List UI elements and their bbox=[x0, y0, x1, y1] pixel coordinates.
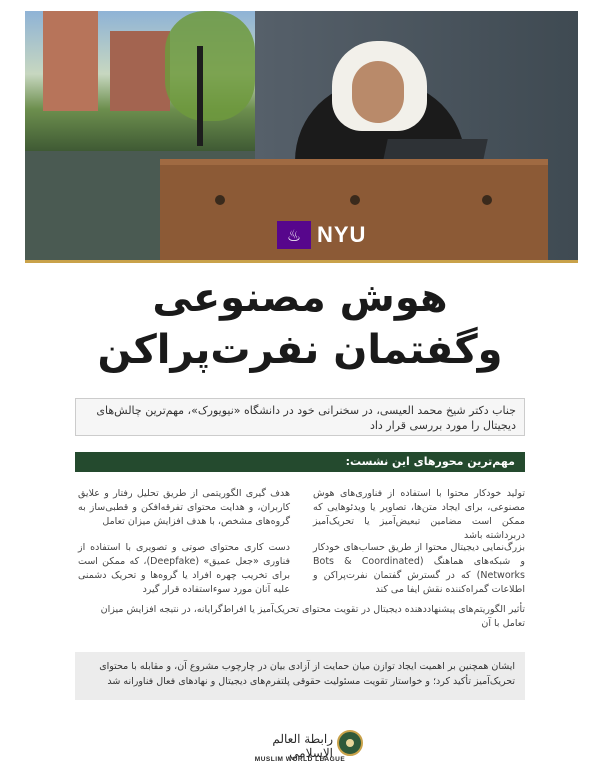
point-text: دست کاری محتوای صوتی و تصویری با استفاده از فناوری «جعل عمیق» (Deepfake)، که ممکن است برای تخریب چهره افراد یا گروه‌ها و تحریک دشمنی علیه آنان مورد سوء‌استفاده قرار گیرد bbox=[78, 542, 290, 595]
podium-screw bbox=[350, 195, 360, 205]
building bbox=[43, 11, 98, 111]
closing-box: ایشان همچنین بر اهمیت ایجاد توازن میان حمایت از آزادی بیان در چارچوب مشروع آن، و مقابله با محتوای تحریک‌آمیز تأکید کرد؛ و خواستار تقویت مسئولیت حقوقی پلتفرم‌های دیجیتال و نهادهای فعال فناورانه شد bbox=[75, 652, 525, 700]
headline-line-1: هوش مصنوعی bbox=[152, 275, 448, 321]
podium-screw bbox=[482, 195, 492, 205]
point-text: هدف گیری الگوریتمی از طریق تحلیل رفتار و علایق کاربران، و هدایت محتوای تفرقه‌افکن و قطبی‌ساز به گروه‌های مشخص، با هدف افزایش میزان تعامل bbox=[78, 488, 290, 527]
point-text: تولید خودکار محتوا با استفاده از فناوری‌های هوش مصنوعی، برای ایجاد متن‌ها، تصاویر یا ویدئوهایی که ممکن است مضامین تبعیض‌آمیز یا تحریک‌آمیز دربرداشته باشد bbox=[313, 488, 525, 541]
logo-arabic: رابطة العالم الإسلامي bbox=[272, 732, 333, 760]
section-banner: مهم‌ترین محورهای این نشست: bbox=[75, 452, 525, 472]
point-text: بزرگ‌نمایی دیجیتال محتوا از طریق حساب‌های خودکار و شبکه‌های هماهنگ (Bots & Coordinated Networks) که در گسترش گفتمان نفرت‌پراکن و اطلاعات گمراه‌کننده نقش ایفا می کند bbox=[313, 542, 526, 595]
nyu-logo-text: NYU bbox=[317, 222, 367, 247]
nyu-logo bbox=[277, 221, 366, 249]
divider-line bbox=[25, 260, 578, 263]
emblem-icon bbox=[337, 730, 363, 756]
street-lamp bbox=[197, 46, 203, 146]
podium-screw bbox=[215, 195, 225, 205]
intro-box: جناب دکتر شیخ محمد العیسی، در سخنرانی خود در دانشگاه «نیویورک»، مهم‌ترین چالش‌های دیجیتال را مورد بررسی قرار داد bbox=[75, 398, 525, 436]
point-text: تأثیر الگوریتم‌های پیشنهاددهنده دیجیتال در تقویت محتوای تحریک‌آمیز یا افراط‌گرایانه، در نتیجه افزایش میزان تعامل با آن bbox=[100, 604, 525, 629]
building bbox=[110, 31, 170, 111]
speaker-face bbox=[352, 61, 404, 123]
tree bbox=[165, 11, 255, 121]
logo-english: MUSLIM WORLD LEAGUE bbox=[254, 756, 346, 763]
torch-icon: ♨ bbox=[277, 221, 311, 249]
hero-photo bbox=[25, 11, 578, 260]
headline-line-2: وگفتمان نفرت‌پراکن bbox=[97, 327, 503, 373]
mwl-logo bbox=[233, 728, 367, 768]
